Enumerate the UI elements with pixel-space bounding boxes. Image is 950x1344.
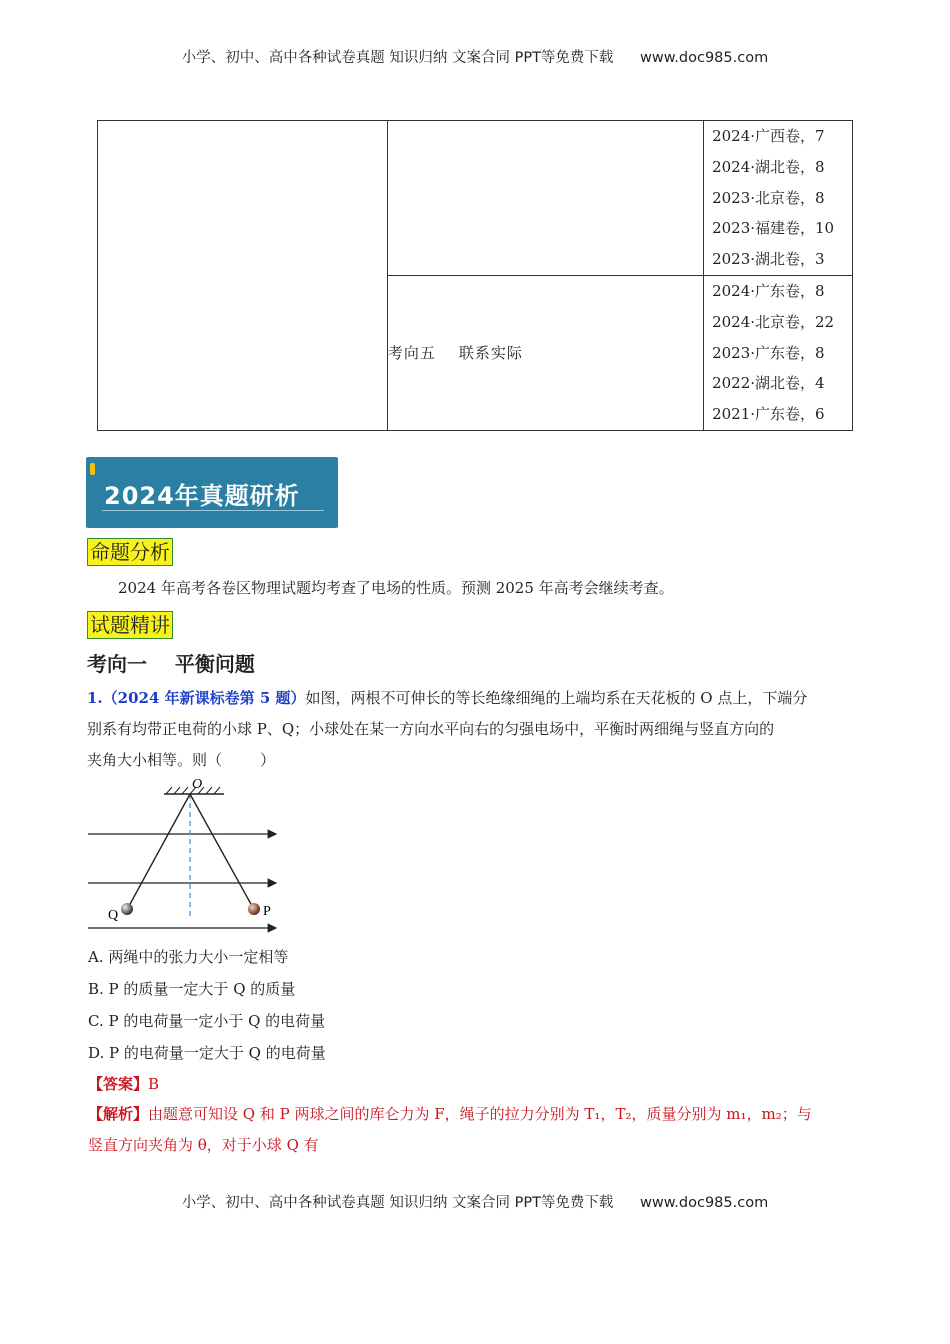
footer-site-link[interactable]: www.doc985.com: [640, 1195, 769, 1211]
label-q: Q: [108, 908, 119, 923]
label-question-explanation: 试题精讲: [87, 611, 173, 639]
answer-line: [88, 1073, 159, 1094]
banner-underline: [102, 510, 324, 511]
ball-p: [248, 903, 260, 915]
question-source: （2024 年新课标卷第 5 题）: [102, 689, 306, 707]
option-d: D. P 的电荷量一定大于 Q 的电荷量: [88, 1044, 326, 1062]
table-cell-direction: 考向五 联系实际: [387, 275, 703, 430]
question-line-3: 夹角大小相等。则（ ）: [87, 751, 276, 769]
exam-ref: 2024·北京卷，22: [712, 312, 835, 331]
answer-label: 【答案】: [88, 1075, 149, 1093]
label-proposition-analysis: 命题分析: [87, 538, 173, 566]
option-a: A. 两绳中的张力大小一定相等: [88, 948, 289, 966]
analysis-block: [88, 1099, 868, 1161]
exam-ref: 2023·北京卷，8: [712, 188, 825, 207]
exam-ref: 2023·广东卷，8: [712, 343, 825, 362]
table-cell-empty: [98, 121, 388, 431]
header-site-link[interactable]: www.doc985.com: [640, 50, 769, 66]
option-b: B. P 的质量一定大于 Q 的质量: [88, 980, 296, 998]
banner-title: 2024年真题研析: [104, 482, 300, 510]
header-text: 小学、初中、高中各种试卷真题 知识归纳 文案合同 PPT等免费下载: [181, 50, 614, 66]
footer-text: 小学、初中、高中各种试卷真题 知识归纳 文案合同 PPT等免费下载: [181, 1195, 614, 1211]
topic-title: 考向一 平衡问题: [87, 652, 255, 676]
exam-ref: 2024·广东卷，8: [712, 281, 825, 300]
page-header: [0, 46, 950, 67]
table-cell-refs-1: [704, 121, 853, 276]
ball-q: [121, 903, 133, 915]
label-p: P: [263, 904, 271, 919]
analysis-paragraph: 2024 年高考各卷区物理试题均考查了电场的性质。预测 2025 年高考会继续考查。: [118, 579, 674, 597]
analysis-line-2: 竖直方向夹角为 θ，对于小球 Q 有: [88, 1136, 319, 1154]
question-stem: [87, 683, 867, 776]
exam-ref: 2024·湖北卷，8: [712, 157, 825, 176]
analysis-line-1: [88, 1099, 868, 1130]
exam-ref: 2023·福建卷，10: [712, 219, 835, 238]
exam-ref: 2021·广东卷，6: [712, 405, 825, 424]
exam-ref: 2023·湖北卷，3: [712, 250, 825, 269]
question-line-1: [87, 683, 867, 714]
question-text-1: 如图，两根不可伸长的等长绝缘细绳的上端均系在天花板的 O 点上，下端分: [305, 689, 808, 707]
analysis-text-1: 由题意可知设 Q 和 P 两球之间的库仑力为 F，绳子的拉力分别为 T₁，T₂，质量分别为 m₁，m₂；与: [148, 1105, 812, 1123]
table-cell-direction-empty: [387, 121, 703, 276]
banner-accent: [90, 463, 95, 475]
label-o: O: [192, 777, 203, 792]
analysis-label: 【解析】: [88, 1105, 149, 1123]
table-cell-refs-2: [704, 275, 853, 430]
exam-reference-table: [97, 120, 853, 431]
pendulum-figure: [86, 776, 286, 936]
exam-ref: 2024·广西卷，7: [712, 127, 825, 145]
section-banner: [86, 457, 338, 528]
string-q: [129, 794, 190, 906]
option-c: C. P 的电荷量一定小于 Q 的电荷量: [88, 1012, 326, 1030]
string-p: [190, 794, 252, 906]
question-line-2: 别系有均带正电荷的小球 P、Q；小球处在某一方向水平向右的匀强电场中，平衡时两细绳与竖直方向的: [87, 720, 775, 738]
question-number: 1.: [87, 689, 103, 707]
page-footer: [0, 1191, 950, 1212]
answer-value: B: [148, 1075, 160, 1093]
exam-ref: 2022·湖北卷，4: [712, 374, 825, 393]
